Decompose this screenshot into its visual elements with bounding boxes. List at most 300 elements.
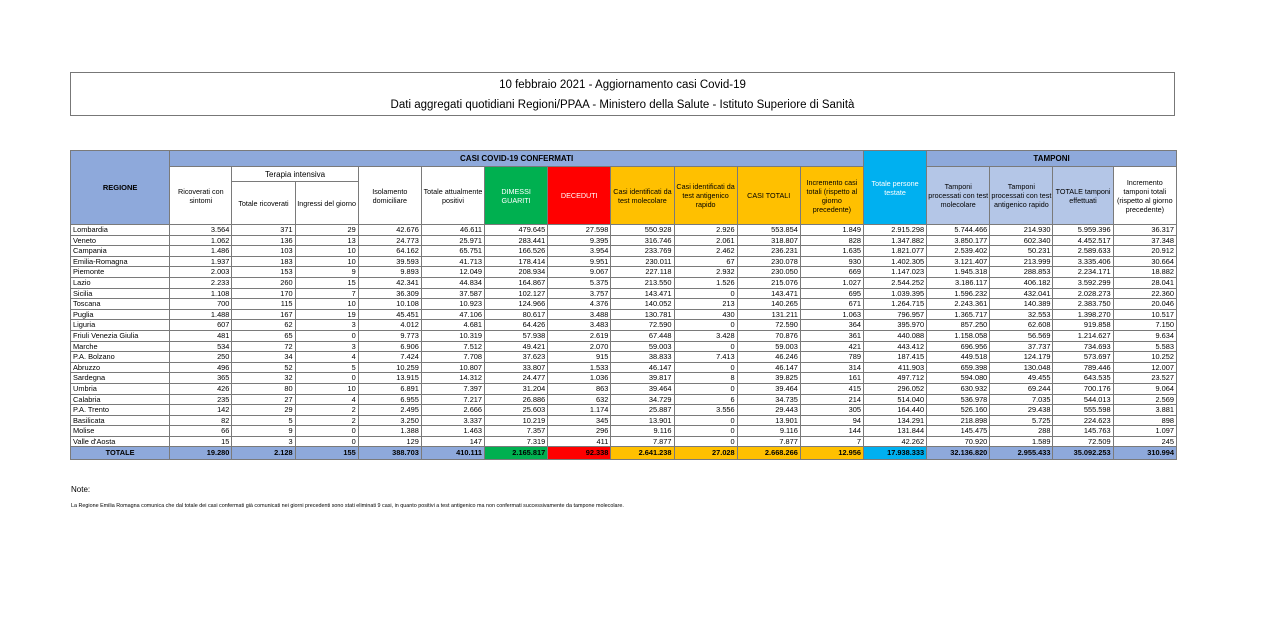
table-cell: 0 bbox=[674, 362, 737, 373]
header-tamponi-incremento: Incremento tamponi totali (rispetto al giorno precedente) bbox=[1113, 167, 1176, 225]
table-cell: 395.970 bbox=[863, 320, 926, 331]
region-name: Basilicata bbox=[71, 415, 170, 426]
table-cell: 553.854 bbox=[737, 225, 800, 236]
table-cell: 153 bbox=[232, 267, 295, 278]
header-incremento: Incremento casi totali (rispetto al giorno precedente) bbox=[800, 167, 863, 225]
table-cell: 10 bbox=[295, 246, 358, 257]
table-cell: 440.088 bbox=[863, 330, 926, 341]
table-cell: 39.817 bbox=[611, 373, 674, 384]
region-name: Sicilia bbox=[71, 288, 170, 299]
table-cell: 260 bbox=[232, 277, 295, 288]
header-isolamento: Isolamento domiciliare bbox=[358, 167, 421, 225]
table-cell: 364 bbox=[800, 320, 863, 331]
table-cell: 544.013 bbox=[1053, 394, 1113, 405]
header-ti-ingressi: Ingressi del giorno bbox=[295, 182, 358, 225]
table-cell: 573.697 bbox=[1053, 352, 1113, 363]
table-cell: 449.518 bbox=[927, 352, 990, 363]
table-cell: 2.003 bbox=[170, 267, 232, 278]
table-cell: 669 bbox=[800, 267, 863, 278]
table-cell: 2.915.298 bbox=[863, 225, 926, 236]
table-cell: 426 bbox=[170, 383, 232, 394]
table-cell: 3.592.299 bbox=[1053, 277, 1113, 288]
table-cell: 46.246 bbox=[737, 352, 800, 363]
report-subtitle: Dati aggregati quotidiani Regioni/PPAA - Ministero della Salute - Istituto Superiore di Sanità bbox=[390, 99, 855, 111]
table-cell: 7.512 bbox=[421, 341, 484, 352]
table-cell: 2.544.252 bbox=[863, 277, 926, 288]
table-cell: 145.763 bbox=[1053, 426, 1113, 437]
table-cell: 3.428 bbox=[674, 330, 737, 341]
table-cell: 164.867 bbox=[485, 277, 548, 288]
region-name: Umbria bbox=[71, 383, 170, 394]
table-cell: 124.179 bbox=[990, 352, 1053, 363]
table-cell: 2.955.433 bbox=[990, 447, 1053, 460]
table-cell: 41.713 bbox=[421, 256, 484, 267]
table-cell: 72.509 bbox=[1053, 436, 1113, 447]
table-cell: 2.641.238 bbox=[611, 447, 674, 460]
table-row bbox=[71, 235, 1177, 246]
table-cell: 164.440 bbox=[863, 405, 926, 416]
header-terapia-intensiva: Terapia intensiva bbox=[232, 167, 358, 182]
table-cell: 15 bbox=[295, 277, 358, 288]
table-cell: 1.463 bbox=[421, 426, 484, 437]
table-cell: 42.341 bbox=[358, 277, 421, 288]
table-cell: 0 bbox=[295, 436, 358, 447]
table-cell: 4.012 bbox=[358, 320, 421, 331]
table-cell: 92.338 bbox=[548, 447, 611, 460]
table-cell: 13.901 bbox=[737, 415, 800, 426]
table-cell: 607 bbox=[170, 320, 232, 331]
table-cell: 10 bbox=[295, 383, 358, 394]
table-cell: 1.147.023 bbox=[863, 267, 926, 278]
table-cell: 57.938 bbox=[485, 330, 548, 341]
table-cell: 796.957 bbox=[863, 309, 926, 320]
table-cell: 115 bbox=[232, 299, 295, 310]
table-cell: 3 bbox=[295, 341, 358, 352]
table-cell: 230.050 bbox=[737, 267, 800, 278]
table-cell: 1.821.077 bbox=[863, 246, 926, 257]
table-cell: 140.265 bbox=[737, 299, 800, 310]
table-cell: 38.833 bbox=[611, 352, 674, 363]
table-cell: 4 bbox=[295, 352, 358, 363]
region-name: Puglia bbox=[71, 309, 170, 320]
table-cell: 34.729 bbox=[611, 394, 674, 405]
table-cell: 3.881 bbox=[1113, 405, 1176, 416]
table-cell: 64.426 bbox=[485, 320, 548, 331]
table-cell: 10.923 bbox=[421, 299, 484, 310]
region-name: P.A. Trento bbox=[71, 405, 170, 416]
table-cell: 1.214.627 bbox=[1053, 330, 1113, 341]
table-cell: 46.611 bbox=[421, 225, 484, 236]
region-name: Campania bbox=[71, 246, 170, 257]
table-cell: 23.527 bbox=[1113, 373, 1176, 384]
table-cell: 3.335.406 bbox=[1053, 256, 1113, 267]
table-cell: 34.735 bbox=[737, 394, 800, 405]
table-cell: 3 bbox=[295, 320, 358, 331]
table-cell: 0 bbox=[295, 426, 358, 437]
table-cell: 7.877 bbox=[737, 436, 800, 447]
table-cell: 10.319 bbox=[421, 330, 484, 341]
table-cell: 659.398 bbox=[927, 362, 990, 373]
table-cell: 0 bbox=[295, 373, 358, 384]
table-cell: 155 bbox=[295, 447, 358, 460]
table-cell: 1.388 bbox=[358, 426, 421, 437]
table-cell: 310.994 bbox=[1113, 447, 1176, 460]
table-cell: 1.589 bbox=[990, 436, 1053, 447]
table-cell: 2.932 bbox=[674, 267, 737, 278]
table-cell: 213.550 bbox=[611, 277, 674, 288]
table-cell: 4.452.517 bbox=[1053, 235, 1113, 246]
table-cell: 0 bbox=[674, 341, 737, 352]
table-cell: 7.357 bbox=[485, 426, 548, 437]
table-cell: 497.712 bbox=[863, 373, 926, 384]
header-deceduti: DECEDUTI bbox=[548, 167, 611, 225]
table-cell: 643.535 bbox=[1053, 373, 1113, 384]
table-cell: 3.556 bbox=[674, 405, 737, 416]
table-cell: 7.424 bbox=[358, 352, 421, 363]
table-cell: 1.533 bbox=[548, 362, 611, 373]
table-cell: 250 bbox=[170, 352, 232, 363]
table-cell: 214.930 bbox=[990, 225, 1053, 236]
region-name: Sardegna bbox=[71, 373, 170, 384]
table-cell: 7.413 bbox=[674, 352, 737, 363]
table-cell: 2.666 bbox=[421, 405, 484, 416]
table-cell: 602.340 bbox=[990, 235, 1053, 246]
table-cell: 161 bbox=[800, 373, 863, 384]
table-cell: 828 bbox=[800, 235, 863, 246]
table-cell: 1.062 bbox=[170, 235, 232, 246]
table-cell: 2.233 bbox=[170, 277, 232, 288]
table-cell: 70.920 bbox=[927, 436, 990, 447]
table-cell: 5 bbox=[295, 362, 358, 373]
table-cell: 215.076 bbox=[737, 277, 800, 288]
table-cell: 12.956 bbox=[800, 447, 863, 460]
table-row bbox=[71, 383, 1177, 394]
table-cell: 671 bbox=[800, 299, 863, 310]
table-cell: 9.773 bbox=[358, 330, 421, 341]
notes-label: Note: bbox=[71, 485, 91, 494]
region-name: Lombardia bbox=[71, 225, 170, 236]
table-cell: 5 bbox=[232, 415, 295, 426]
table-cell: 208.934 bbox=[485, 267, 548, 278]
table-cell: 1.347.882 bbox=[863, 235, 926, 246]
table-row bbox=[71, 362, 1177, 373]
table-cell: 130.781 bbox=[611, 309, 674, 320]
table-cell: 22.360 bbox=[1113, 288, 1176, 299]
table-cell: 415 bbox=[800, 383, 863, 394]
table-cell: 10 bbox=[295, 256, 358, 267]
table-cell: 3.250 bbox=[358, 415, 421, 426]
table-row bbox=[71, 352, 1177, 363]
table-cell: 1.526 bbox=[674, 277, 737, 288]
table-cell: 318.807 bbox=[737, 235, 800, 246]
table-cell: 213.999 bbox=[990, 256, 1053, 267]
region-name: Molise bbox=[71, 426, 170, 437]
table-cell: 388.703 bbox=[358, 447, 421, 460]
table-cell: 52 bbox=[232, 362, 295, 373]
table-cell: 33.807 bbox=[485, 362, 548, 373]
table-cell: 296.052 bbox=[863, 383, 926, 394]
table-body bbox=[71, 225, 1177, 460]
table-cell: 1.596.232 bbox=[927, 288, 990, 299]
table-cell: 245 bbox=[1113, 436, 1176, 447]
table-cell: 31.204 bbox=[485, 383, 548, 394]
table-cell: 17.938.333 bbox=[863, 447, 926, 460]
table-cell: 695 bbox=[800, 288, 863, 299]
table-cell: 65 bbox=[232, 330, 295, 341]
table-cell: 39.464 bbox=[611, 383, 674, 394]
table-cell: 25.603 bbox=[485, 405, 548, 416]
region-name: Veneto bbox=[71, 235, 170, 246]
table-cell: 134.291 bbox=[863, 415, 926, 426]
table-cell: 66 bbox=[170, 426, 232, 437]
table-cell: 314 bbox=[800, 362, 863, 373]
header-positivi: Totale attualmente positivi bbox=[421, 167, 484, 225]
table-cell: 919.858 bbox=[1053, 320, 1113, 331]
table-cell: 1.488 bbox=[170, 309, 232, 320]
notes-text: La Regione Emilia Romagna comunica che dal totale dei casi confermati già comunicati nei giorni precedenti sono stati eliminati 9 casi, in quanto positivi a test antigenico ma non confermati successivamente da tampone molecolare. bbox=[71, 503, 624, 509]
header-tamponi-molecolare: Tamponi processati con test molecolare bbox=[927, 167, 990, 225]
table-cell: 411.903 bbox=[863, 362, 926, 373]
table-cell: 49.455 bbox=[990, 373, 1053, 384]
table-cell: 2.243.361 bbox=[927, 299, 990, 310]
table-cell: 7.217 bbox=[421, 394, 484, 405]
header-dimessi: DIMESSI GUARITI bbox=[485, 167, 548, 225]
table-cell: 29 bbox=[232, 405, 295, 416]
table-cell: 34 bbox=[232, 352, 295, 363]
table-cell: 630.932 bbox=[927, 383, 990, 394]
table-cell: 496 bbox=[170, 362, 232, 373]
table-cell: 47.106 bbox=[421, 309, 484, 320]
table-cell: 102.127 bbox=[485, 288, 548, 299]
table-cell: 526.160 bbox=[927, 405, 990, 416]
table-cell: 305 bbox=[800, 405, 863, 416]
table-cell: 361 bbox=[800, 330, 863, 341]
table-cell: 365 bbox=[170, 373, 232, 384]
table-cell: 59.003 bbox=[611, 341, 674, 352]
table-cell: 3.337 bbox=[421, 415, 484, 426]
table-cell: 2.061 bbox=[674, 235, 737, 246]
table-cell: 1.264.715 bbox=[863, 299, 926, 310]
table-row bbox=[71, 415, 1177, 426]
table-cell: 2.569 bbox=[1113, 394, 1176, 405]
table-cell: 5.583 bbox=[1113, 341, 1176, 352]
region-name: Valle d'Aosta bbox=[71, 436, 170, 447]
table-cell: 227.118 bbox=[611, 267, 674, 278]
table-cell: 3.850.177 bbox=[927, 235, 990, 246]
table-row bbox=[71, 405, 1177, 416]
table-cell: 39.825 bbox=[737, 373, 800, 384]
table-cell: 371 bbox=[232, 225, 295, 236]
header-casi-totali: CASI TOTALI bbox=[737, 167, 800, 225]
table-cell: 46.147 bbox=[611, 362, 674, 373]
table-cell: 94 bbox=[800, 415, 863, 426]
table-cell: 130.048 bbox=[990, 362, 1053, 373]
table-cell: 80.617 bbox=[485, 309, 548, 320]
table-cell: 0 bbox=[674, 320, 737, 331]
table-cell: 7.035 bbox=[990, 394, 1053, 405]
table-cell: 213 bbox=[674, 299, 737, 310]
table-cell: 6.906 bbox=[358, 341, 421, 352]
table-cell: 218.898 bbox=[927, 415, 990, 426]
table-cell: 183 bbox=[232, 256, 295, 267]
region-name: Calabria bbox=[71, 394, 170, 405]
header-ti-totale: Totale ricoverati bbox=[232, 182, 295, 225]
table-cell: 65.751 bbox=[421, 246, 484, 257]
table-cell: 9.116 bbox=[611, 426, 674, 437]
header-group-tamponi: TAMPONI bbox=[927, 151, 1177, 167]
totals-row bbox=[71, 447, 1177, 460]
table-row bbox=[71, 225, 1177, 236]
table-cell: 50.231 bbox=[990, 246, 1053, 257]
header-tamponi-totale: TOTALE tamponi effettuati bbox=[1053, 167, 1113, 225]
table-cell: 283.441 bbox=[485, 235, 548, 246]
table-cell: 430 bbox=[674, 309, 737, 320]
table-cell: 1.945.318 bbox=[927, 267, 990, 278]
table-cell: 421 bbox=[800, 341, 863, 352]
table-cell: 2.128 bbox=[232, 447, 295, 460]
table-cell: 4.681 bbox=[421, 320, 484, 331]
table-cell: 1.398.270 bbox=[1053, 309, 1113, 320]
table-cell: 36.317 bbox=[1113, 225, 1176, 236]
region-name: Friuli Venezia Giulia bbox=[71, 330, 170, 341]
table-cell: 45.451 bbox=[358, 309, 421, 320]
table-cell: 10.259 bbox=[358, 362, 421, 373]
table-cell: 2.926 bbox=[674, 225, 737, 236]
table-cell: 9 bbox=[232, 426, 295, 437]
table-cell: 534 bbox=[170, 341, 232, 352]
table-cell: 37.587 bbox=[421, 288, 484, 299]
table-cell: 1.039.395 bbox=[863, 288, 926, 299]
table-cell: 12.007 bbox=[1113, 362, 1176, 373]
table-cell: 9.067 bbox=[548, 267, 611, 278]
table-cell: 4.376 bbox=[548, 299, 611, 310]
table-cell: 29.438 bbox=[990, 405, 1053, 416]
region-name: Abruzzo bbox=[71, 362, 170, 373]
table-cell: 2.462 bbox=[674, 246, 737, 257]
table-cell: 296 bbox=[548, 426, 611, 437]
table-cell: 2 bbox=[295, 405, 358, 416]
table-row bbox=[71, 246, 1177, 257]
table-row bbox=[71, 277, 1177, 288]
table-cell: 236.231 bbox=[737, 246, 800, 257]
table-cell: 443.412 bbox=[863, 341, 926, 352]
table-cell: 3.488 bbox=[548, 309, 611, 320]
table-cell: 632 bbox=[548, 394, 611, 405]
table-cell: 3.483 bbox=[548, 320, 611, 331]
table-cell: 143.471 bbox=[737, 288, 800, 299]
table-cell: 0 bbox=[674, 383, 737, 394]
report-title-box bbox=[70, 72, 1175, 116]
table-cell: 5.375 bbox=[548, 277, 611, 288]
table-cell: 1.486 bbox=[170, 246, 232, 257]
table-cell: 288.853 bbox=[990, 267, 1053, 278]
table-cell: 7 bbox=[800, 436, 863, 447]
table-cell: 72 bbox=[232, 341, 295, 352]
table-cell: 19.280 bbox=[170, 447, 232, 460]
table-cell: 1.097 bbox=[1113, 426, 1176, 437]
table-cell: 14.312 bbox=[421, 373, 484, 384]
table-cell: 1.635 bbox=[800, 246, 863, 257]
table-cell: 1.063 bbox=[800, 309, 863, 320]
table-cell: 37.348 bbox=[1113, 235, 1176, 246]
table-row bbox=[71, 330, 1177, 341]
table-cell: 103 bbox=[232, 246, 295, 257]
table-cell: 82 bbox=[170, 415, 232, 426]
table-cell: 166.526 bbox=[485, 246, 548, 257]
table-cell: 1.849 bbox=[800, 225, 863, 236]
table-cell: 3.757 bbox=[548, 288, 611, 299]
table-row bbox=[71, 341, 1177, 352]
table-cell: 24.477 bbox=[485, 373, 548, 384]
table-cell: 514.040 bbox=[863, 394, 926, 405]
table-cell: 9.395 bbox=[548, 235, 611, 246]
totals-label: TOTALE bbox=[71, 447, 170, 460]
table-cell: 2.028.273 bbox=[1053, 288, 1113, 299]
table-cell: 9.893 bbox=[358, 267, 421, 278]
table-cell: 3.564 bbox=[170, 225, 232, 236]
table-cell: 230.078 bbox=[737, 256, 800, 267]
table-cell: 0 bbox=[674, 415, 737, 426]
table-row bbox=[71, 426, 1177, 437]
table-cell: 1.365.717 bbox=[927, 309, 990, 320]
table-cell: 555.598 bbox=[1053, 405, 1113, 416]
table-cell: 140.052 bbox=[611, 299, 674, 310]
table-cell: 432.041 bbox=[990, 288, 1053, 299]
table-cell: 64.162 bbox=[358, 246, 421, 257]
table-cell: 1.158.058 bbox=[927, 330, 990, 341]
table-cell: 8 bbox=[674, 373, 737, 384]
table-cell: 0 bbox=[295, 330, 358, 341]
table-cell: 37.737 bbox=[990, 341, 1053, 352]
header-regione: REGIONE bbox=[71, 151, 170, 225]
table-cell: 2.383.750 bbox=[1053, 299, 1113, 310]
table-cell: 10 bbox=[295, 299, 358, 310]
table-cell: 26.886 bbox=[485, 394, 548, 405]
region-name: Lazio bbox=[71, 277, 170, 288]
table-cell: 62 bbox=[232, 320, 295, 331]
table-cell: 5.725 bbox=[990, 415, 1053, 426]
table-cell: 28.041 bbox=[1113, 277, 1176, 288]
table-cell: 857.250 bbox=[927, 320, 990, 331]
table-cell: 3 bbox=[232, 436, 295, 447]
table-cell: 2 bbox=[295, 415, 358, 426]
table-cell: 3.186.117 bbox=[927, 277, 990, 288]
table-cell: 5.744.466 bbox=[927, 225, 990, 236]
table-cell: 124.966 bbox=[485, 299, 548, 310]
table-cell: 39.593 bbox=[358, 256, 421, 267]
header-persone-testate: Totale persone testate bbox=[863, 151, 926, 225]
table-cell: 72.590 bbox=[611, 320, 674, 331]
table-row bbox=[71, 394, 1177, 405]
table-cell: 67.448 bbox=[611, 330, 674, 341]
table-cell: 13.915 bbox=[358, 373, 421, 384]
table-cell: 32 bbox=[232, 373, 295, 384]
table-cell: 10.219 bbox=[485, 415, 548, 426]
table-cell: 481 bbox=[170, 330, 232, 341]
table-cell: 80 bbox=[232, 383, 295, 394]
table-cell: 915 bbox=[548, 352, 611, 363]
table-cell: 10.252 bbox=[1113, 352, 1176, 363]
table-cell: 27.028 bbox=[674, 447, 737, 460]
table-cell: 30.664 bbox=[1113, 256, 1176, 267]
table-cell: 9 bbox=[295, 267, 358, 278]
table-cell: 32.136.820 bbox=[927, 447, 990, 460]
report-title: 10 febbraio 2021 - Aggiornamento casi Covid-19 bbox=[499, 79, 746, 91]
table-row bbox=[71, 309, 1177, 320]
table-cell: 25.887 bbox=[611, 405, 674, 416]
table-cell: 170 bbox=[232, 288, 295, 299]
table-cell: 406.182 bbox=[990, 277, 1053, 288]
